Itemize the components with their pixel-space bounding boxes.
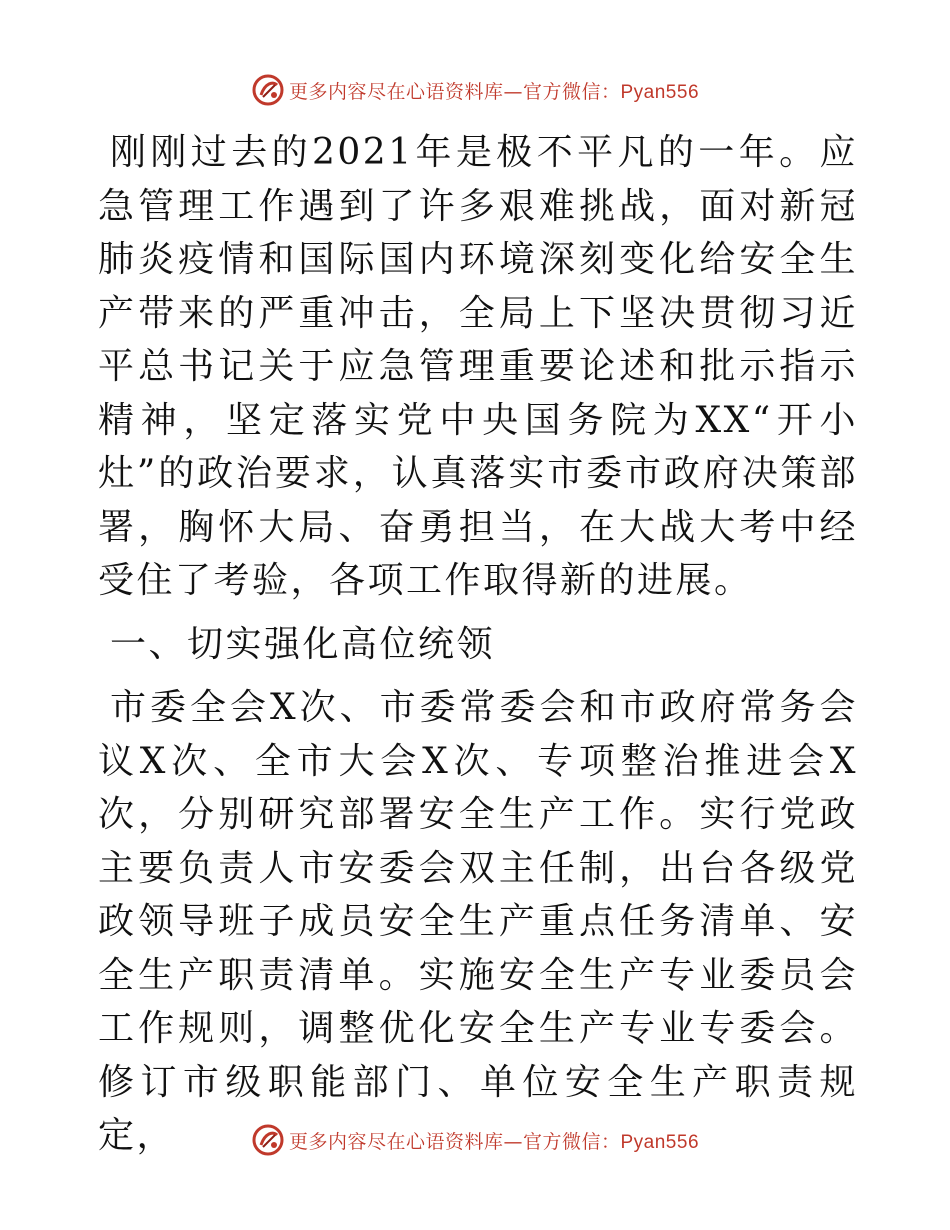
watermark-text: 更多内容尽在心语资料库—官方微信：Pyan556 [288,1130,700,1153]
brand-logo-icon [251,73,285,107]
watermark-text: 更多内容尽在心语资料库—官方微信：Pyan556 [288,80,700,103]
header-watermark [0,70,950,110]
watermark-wechat-id: Pyan556 [620,1131,700,1153]
footer-watermark [0,1120,950,1160]
paragraph-section-1: 市委全会X次、市委常委会和市政府常务会议X次、全市大会X次、专项整治推进会X次，分别研究部署安全生产工作。实行党政主要负责人市安委会双主任制，出台各级党政领导班子成员安全生产重点任务清单、安全生产职责清单。实施安全生产专业委员会工作规则，调整优化安全生产专业专委会。修订市级职能部门、单位安全生产职责规定， [98,687,858,1156]
watermark-wechat-id: Pyan556 [620,81,700,103]
section-heading: 一、切实强化高位统领 [110,623,496,665]
paragraph-intro: 刚刚过去的2021年是极不平凡的一年。应急管理工作遇到了许多艰难挑战，面对新冠肺炎疫情和国际国内环境深刻变化给安全生产带来的严重冲击，全局上下坚决贯彻习近平总书记关于应急管理重要论述和批示指示精神，坚定落实党中央国务院为XX“开小灶”的政治要求，认真落实市委市政府决策部署，胸怀大局、奋勇担当，在大战大考中经受住了考验，各项工作取得新的进展。 [98,132,858,601]
brand-logo-icon [251,1123,285,1157]
document-body [98,126,858,1163]
